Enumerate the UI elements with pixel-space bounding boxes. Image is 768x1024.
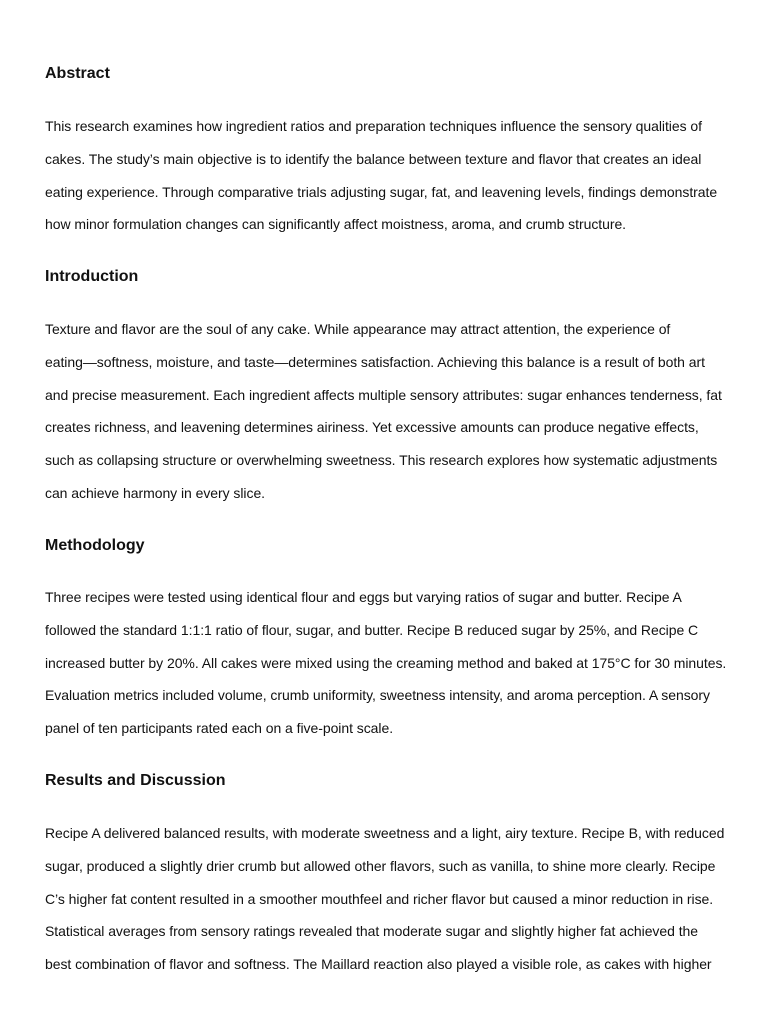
text-line: eating experience. Through comparative trials adjusting sugar, fat, and leavening levels, findings demonstrate xyxy=(45,183,718,200)
text-line: such as collapsing structure or overwhelming sweetness. This research explores how systematic adjustments xyxy=(45,452,718,469)
heading-introduction: Introduction xyxy=(45,268,139,285)
text-line: followed the standard 1:1:1 ratio of flour, sugar, and butter. Recipe B reduced sugar by 25%, and Recipe C xyxy=(45,621,699,638)
text-line: Texture and flavor are the soul of any cake. While appearance may attract attention, the experience of xyxy=(45,321,671,337)
text-line: Recipe A delivered balanced results, with moderate sweetness and a light, airy texture. Recipe B, with reduced xyxy=(45,825,725,841)
text-line: and precise measurement. Each ingredient affects multiple sensory attributes: sugar enhances tenderness, fat xyxy=(45,386,722,403)
heading-results-and-discussion: Results and Discussion xyxy=(45,772,226,789)
text-line: best combination of flavor and softness. The Maillard reaction also played a visible role, as cakes with higher xyxy=(45,956,712,973)
paragraph-abstract xyxy=(45,110,729,241)
heading-abstract: Abstract xyxy=(45,65,110,82)
text-line: panel of ten participants rated each on a five-point scale. xyxy=(45,720,394,737)
text-line: Statistical averages from sensory ratings revealed that moderate sugar and slightly higher fat achieved the xyxy=(45,923,699,940)
text-line: Three recipes were tested using identical flour and eggs but varying ratios of sugar and butter. Recipe A xyxy=(45,589,682,605)
text-line: cakes. The study’s main objective is to identify the balance between texture and flavor that creates an ideal xyxy=(45,150,702,167)
paragraph-results-and-discussion xyxy=(45,817,729,981)
text-line: sugar, produced a slightly drier crumb but allowed other flavors, such as vanilla, to shine more clearly. Recipe xyxy=(45,857,716,874)
paragraph-methodology xyxy=(45,581,729,745)
heading-methodology: Methodology xyxy=(45,537,145,554)
text-line: Evaluation metrics included volume, crumb uniformity, sweetness intensity, and aroma perception. A sensory xyxy=(45,687,710,704)
text-line: This research examines how ingredient ratios and preparation techniques influence the sensory qualities of xyxy=(45,118,702,134)
text-line: eating—softness, moisture, and taste—determines satisfaction. Achieving this balance is a result of both art xyxy=(45,353,705,370)
text-line: creates richness, and leavening determines airiness. Yet excessive amounts can produce negative effects, xyxy=(45,419,699,436)
text-line: how minor formulation changes can significantly affect moistness, aroma, and crumb structure. xyxy=(45,216,627,233)
text-line: C’s higher fat content resulted in a smoother mouthfeel and richer flavor but caused a minor reduction in rise. xyxy=(45,890,714,907)
text-line: increased butter by 20%. All cakes were mixed using the creaming method and baked at 175°C for 30 minutes. xyxy=(45,654,727,671)
paragraph-introduction xyxy=(45,313,729,510)
text-line: can achieve harmony in every slice. xyxy=(45,484,266,501)
